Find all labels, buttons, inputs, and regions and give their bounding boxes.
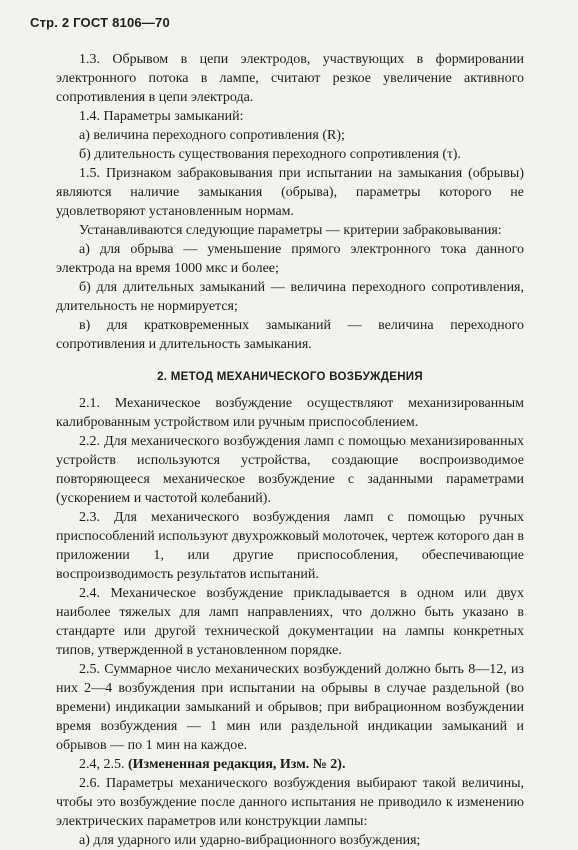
paragraph-1-3: 1.3. Обрывом в цепи электродов, участвующих в формировании электронного потока в лампе, считают резкое увеличение активного сопротивления в цепи электрода.: [56, 52, 524, 105]
page-header: Стр. 2 ГОСТ 8106—70: [30, 15, 170, 30]
list-item-criteria-a: а) для обрыва — уменьшение прямого электронного тока данного электрода на время 1000 мкс и более;: [56, 242, 524, 276]
amendment-text: (Измененная редакция, Изм. № 2).: [128, 757, 346, 772]
paragraph-criteria-intro: Устанавливаются следующие параметры — критерии забраковывания:: [79, 223, 502, 238]
paragraph-2-4: 2.4. Механическое возбуждение прикладывается в одном или двух наиболее тяжелых для ламп направлениях, что должно быть указано в стандарте или другой технической документации на лампы конкретных типов, утвержденной в установленном порядке.: [56, 586, 524, 658]
list-item-1-4-a: а) величина переходного сопротивления (R);: [79, 128, 345, 143]
amendment-note: [56, 755, 524, 774]
paragraph-2-5: 2.5. Суммарное число механических возбуждений должно быть 8—12, из них 2—4 возбуждения при испытании на обрывы в случае раздельной (во времени) индикации замыканий и обрывов; при вибрационном возбуждении время возбуждения — 1 мин или раздельной индикации замыканий и обрывов — по 1 мин на каждое.: [56, 662, 524, 753]
paragraph-1-4: 1.4. Параметры замыканий:: [79, 109, 244, 124]
amendment-ref: 2.4, 2.5.: [79, 757, 125, 772]
paragraph-2-1: 2.1. Механическое возбуждение осуществляют механизированным калиброванным устройством или ручным приспособлением.: [56, 396, 524, 430]
paragraph-1-5: 1.5. Признаком забраковывания при испытании на замыкания (обрывы) являются наличие замыкания (обрыва), параметры которого не удовлетворяют установленным нормам.: [56, 166, 524, 219]
page-content: [56, 50, 524, 850]
list-item-1-4-b: б) длительность существования переходного сопротивления (τ).: [79, 147, 461, 162]
paragraph-2-3: 2.3. Для механического возбуждения ламп с помощью ручных приспособлений используют двухрожковый молоточек, чертеж которого дан в приложении 1, или другие приспособления, обеспечивающие воспроизводимость результатов испытаний.: [56, 510, 524, 582]
list-item-criteria-c: в) для кратковременных замыканий — величина переходного сопротивления и длительность замыкания.: [56, 318, 524, 352]
list-item-2-6-a: а) для ударного или ударно-вибрационного возбуждения;: [79, 833, 421, 848]
list-item-criteria-b: б) для длительных замыканий — величина переходного сопротивления, длительность не нормируется;: [56, 280, 524, 314]
section-heading: 2. МЕТОД МЕХАНИЧЕСКОГО ВОЗБУЖДЕНИЯ: [157, 371, 423, 383]
paragraph-2-6: 2.6. Параметры механического возбуждения выбирают такой величины, чтобы это возбуждение после данного испытания не приводило к изменению электрических параметров или конструкции лампы:: [56, 776, 524, 829]
paragraph-2-2: 2.2. Для механического возбуждения ламп с помощью механизированных устройств используются устройства, создающие воспроизводимое повторяющееся механическое возбуждение с заданными параметрами (ускорением и частотой колебаний).: [56, 434, 524, 506]
